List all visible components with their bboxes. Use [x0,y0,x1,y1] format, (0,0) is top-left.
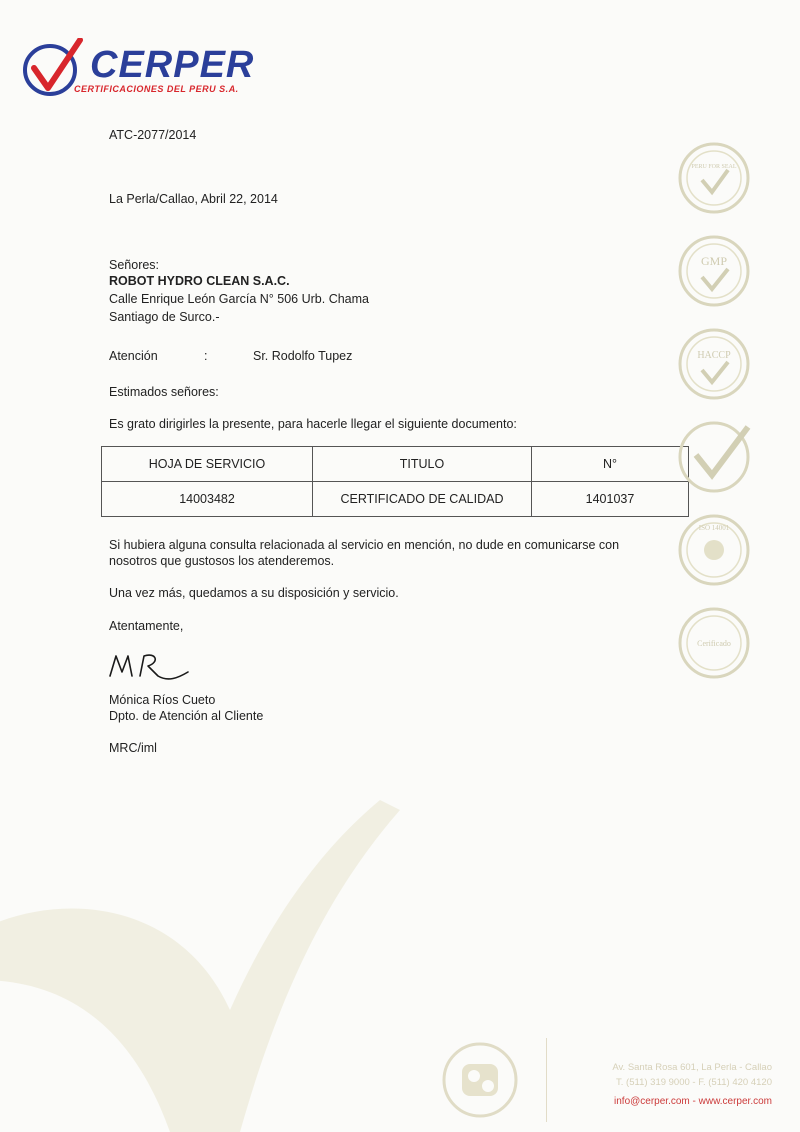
table-cell: 1401037 [532,482,689,517]
certified-seal-icon [676,605,752,681]
recipient-company: ROBOT HYDRO CLEAN S.A.C. [109,274,290,288]
intro-text: Es grato dirigirles la presente, para hacerle llegar el siguiente documento: [109,417,517,431]
table-cell: 14003482 [102,482,313,517]
greeting: Estimados señores: [109,385,219,399]
body-paragraph-1-line-2: nosotros que gustosos los atenderemos. [109,554,335,568]
body-paragraph-1-line-1: Si hubiera alguna consulta relacionada al servicio en mención, no dude en comunicarse con [109,538,620,552]
table-cell: CERTIFICADO DE CALIDAD [313,482,532,517]
closing: Atentamente, [109,619,184,633]
check-seal-icon [676,419,752,495]
svg-text:ISO 14001: ISO 14001 [698,524,730,532]
peru-brand-seal-icon [440,1040,520,1120]
initials-reference: MRC/iml [109,741,157,755]
recipient-address-1: Calle Enrique León García N° 506 Urb. Chama [109,292,369,306]
table-header: N° [532,447,689,482]
signer-department: Dpto. de Atención al Cliente [109,709,264,723]
svg-text:Cerificado: Cerificado [697,639,731,648]
svg-text:HACCP: HACCP [697,350,731,361]
signature-image [106,648,196,688]
table-header: TITULO [313,447,532,482]
attention-label: Atención [109,349,158,363]
salutation: Señores: [109,258,160,272]
table-row [102,482,689,517]
haccp-seal-icon [676,326,752,402]
check-seal-icon [676,140,752,216]
footer-divider [546,1038,547,1122]
logo-subtitle: CERTIFICACIONES DEL PERU S.A. [74,84,239,94]
signer-name: Mónica Ríos Cueto [109,693,216,707]
footer-email-web: info@cerper.com - www.cerper.com [614,1096,772,1107]
footer-contact [552,1040,772,1109]
cerper-logo [22,30,282,100]
reference-number: ATC-2077/2014 [109,128,197,142]
attention-name: Sr. Rodolfo Tupez [253,349,353,363]
gmp-seal-icon [676,233,752,309]
logo-brand-text: CERPER [90,44,255,86]
certification-seals [676,140,756,698]
footer-phones: T. (511) 319 9000 - F. (511) 420 4120 [616,1077,772,1088]
svg-text:GMP: GMP [700,254,728,268]
body-paragraph-2: Una vez más, quedamos a su disposición y servicio. [109,586,399,600]
watermark-check-icon [0,780,400,1132]
date-line: La Perla/Callao, Abril 22, 2014 [109,192,278,206]
footer-address: Av. Santa Rosa 601, La Perla - Callao [612,1062,772,1073]
recipient-address-2: Santiago de Surco.- [109,310,220,324]
svg-text:PERU FOR SEAL: PERU FOR SEAL [691,164,737,170]
attention-colon: : [204,349,208,363]
document-table [101,446,689,517]
table-header: HOJA DE SERVICIO [102,447,313,482]
iso-seal-icon [676,512,752,588]
table-header-row [102,447,689,482]
